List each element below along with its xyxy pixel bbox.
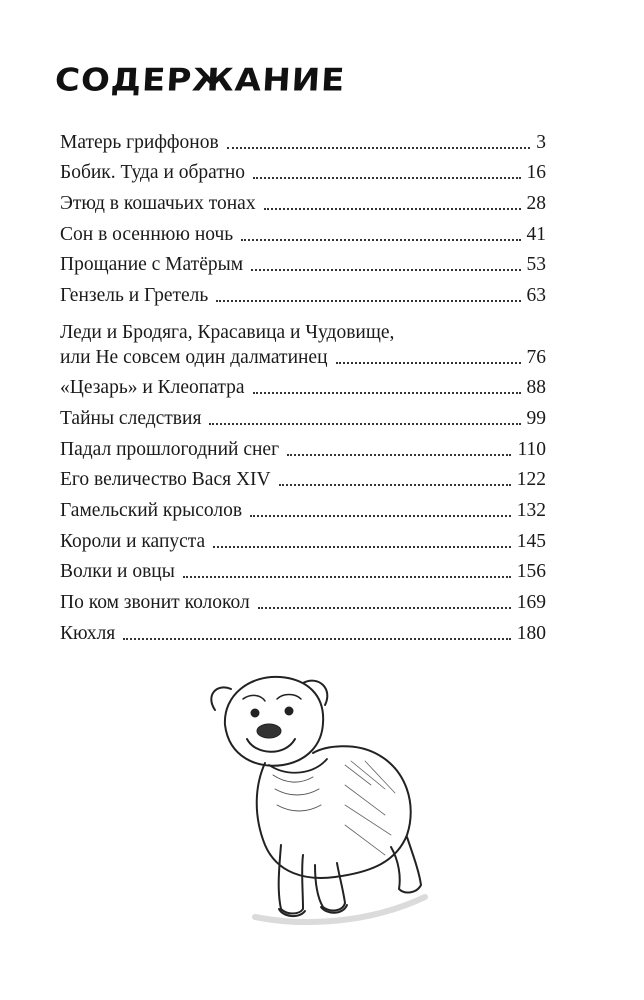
dot-leader (264, 207, 521, 210)
toc-page-number: 145 (516, 530, 546, 552)
toc-entry[interactable] (60, 614, 546, 645)
toc-entry-line2 (60, 347, 546, 369)
toc-entry[interactable] (60, 583, 546, 614)
toc-entry[interactable] (60, 522, 546, 553)
bulldog-illustration-icon (195, 665, 445, 935)
right-eye-shape (285, 707, 293, 715)
toc-entry[interactable] (60, 491, 546, 522)
toc-entry-title: Бобик. Туда и обратно (60, 162, 246, 184)
left-eye-shape (251, 709, 259, 717)
dot-leader (183, 575, 511, 578)
toc-page-number: 88 (526, 377, 546, 399)
toc-entry[interactable] (60, 184, 546, 215)
toc-entry[interactable] (60, 399, 546, 430)
nose-shape (257, 724, 281, 738)
toc-page-number: 99 (526, 407, 546, 429)
toc-page-number: 132 (516, 499, 546, 521)
toc-entry-title: Его величество Вася XIV (60, 469, 271, 491)
toc-entry[interactable] (60, 154, 546, 185)
dot-leader (241, 238, 520, 241)
brow-wrinkles-shape (243, 695, 301, 702)
toc-entry-title: Падал прошлогодний снег (60, 438, 280, 460)
toc-entry[interactable] (60, 123, 546, 154)
toc-entry-title: «Цезарь» и Клеопатра (60, 377, 245, 399)
toc-entry-title: Матерь гриффонов (60, 131, 219, 153)
chest-shading-shape (273, 775, 321, 811)
toc-entry-title-line2: или Не совсем один далматинец (60, 346, 328, 368)
dot-leader (250, 514, 511, 517)
dot-leader (336, 361, 521, 364)
toc-entry-title: Кюхля (60, 622, 116, 644)
front-right-leg-shape (315, 863, 345, 910)
toc-page-number: 156 (516, 561, 546, 583)
toc-page-number: 180 (516, 622, 546, 644)
dot-leader (209, 422, 520, 425)
dot-leader (287, 453, 511, 456)
toc-page-number: 53 (526, 254, 546, 276)
toc-entry[interactable] (60, 461, 546, 492)
toc-page-number: 122 (516, 469, 546, 491)
page-title: СОДЕРЖАНИЕ (53, 62, 347, 99)
toc-entry[interactable] (60, 307, 546, 368)
toc-page-number: 3 (536, 131, 546, 153)
dot-leader (253, 176, 520, 179)
toc-entry-title: Прощание с Матёрым (60, 254, 244, 276)
toc-entry[interactable] (60, 553, 546, 584)
toc-page-number: 169 (516, 592, 546, 614)
dot-leader (213, 545, 511, 548)
toc-entry[interactable] (60, 276, 546, 307)
jowl-shape (247, 739, 295, 752)
toc-page-number: 76 (526, 346, 546, 368)
toc-page-number: 110 (517, 438, 546, 460)
dot-leader (227, 146, 531, 149)
toc-entry-title: Сон в осеннюю ночь (60, 223, 234, 245)
dot-leader (251, 268, 520, 271)
dot-leader (253, 391, 521, 394)
toc-entry-title: Гензель и Гретель (60, 285, 209, 307)
toc-page-number: 63 (526, 285, 546, 307)
toc-entry[interactable] (60, 215, 546, 246)
toc-entry[interactable] (60, 246, 546, 277)
toc-entry-title: По ком звонит колокол (60, 592, 250, 614)
toc-entry[interactable] (60, 369, 546, 400)
toc-entry-title: Волки и овцы (60, 561, 175, 583)
toc-entry-title: Этюд в кошачьих тонах (60, 193, 256, 215)
dot-leader (216, 299, 520, 302)
toc-entry-title-line1: Леди и Бродяга, Красавица и Чудовище, (60, 321, 395, 343)
toc-entry-title: Тайны следствия (60, 407, 202, 429)
dot-leader (279, 483, 511, 486)
table-of-contents (60, 123, 546, 645)
hind-leg-shape (391, 837, 421, 892)
toc-entry-title: Короли и капуста (60, 530, 206, 552)
toc-page-number: 41 (526, 223, 546, 245)
dot-leader (258, 606, 511, 609)
front-left-leg-shape (279, 845, 303, 914)
toc-page-number: 16 (526, 162, 546, 184)
toc-page-number: 28 (526, 193, 546, 215)
body-hatching-shape (345, 761, 395, 855)
dot-leader (123, 637, 510, 640)
toc-entry[interactable] (60, 430, 546, 461)
toc-entry-title: Гамельский крысолов (60, 499, 243, 521)
